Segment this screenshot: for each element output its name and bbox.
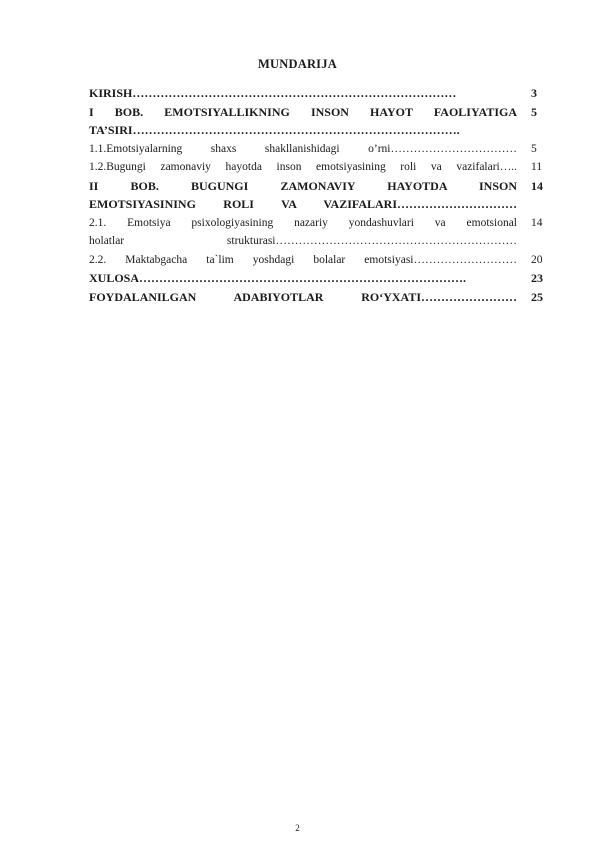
toc-entry-1-1 [89, 140, 547, 159]
table-of-contents [89, 84, 547, 306]
toc-page-number: 3 [531, 86, 537, 100]
toc-page-number: 20 [531, 253, 543, 266]
toc-entry-text: XULOSA………………………………………………………………………. [89, 271, 467, 285]
toc-page-number: 11 [531, 161, 543, 173]
toc-page-number: 5 [531, 104, 537, 119]
toc-page-number: 5 [531, 142, 537, 155]
toc-entry-text: TA’SIRI………………………………………………………………………. [89, 123, 460, 137]
toc-entry-text: EMOTSIYASINING ROLI VA VAZIFALARI………………………… [89, 197, 517, 211]
toc-entry-1-2 [89, 158, 547, 177]
page-number-footer: 2 [295, 823, 300, 833]
toc-entry-adabiyotlar [89, 288, 547, 307]
toc-entry-2-1 [89, 214, 547, 251]
toc-page-number: 25 [531, 289, 543, 304]
toc-entry-text: holatlar strukturasi……………………………………………………… [89, 235, 517, 247]
toc-entry-text: KIRISH……………………………………………………………………… [89, 86, 457, 100]
page-title: MUNDARIJA [258, 57, 337, 71]
toc-entry-text: FOYDALANILGAN ADABIYOTLAR RO‘YXATI…………………… [89, 289, 517, 304]
toc-entry-text: II BOB. BUGUNGI ZAMONAVIY HAYOTDA INSON [89, 178, 517, 193]
toc-entry-text: 2.1. Emotsiya psixologiyasining nazariy yondashuvlari va emotsional [89, 216, 517, 229]
toc-entry-text: 1.2.Bugungi zamonaviy hayotda inson emotsiyasining roli va vazifalari….. [89, 161, 517, 173]
toc-page-number: 14 [531, 178, 543, 193]
toc-entry-bob-2 [89, 177, 547, 214]
toc-entry-text: 1.1.Emotsiyalarning shaxs shakllanishidagi o’rni…………………………… [89, 142, 517, 155]
toc-entry-xulosa [89, 269, 547, 288]
toc-page-number: 23 [531, 271, 543, 285]
toc-entry-text: I BOB. EMOTSIYALLIKNING INSON HAYOT FAOLIYATIGA [89, 104, 517, 119]
toc-entry-2-2 [89, 251, 547, 270]
toc-entry-kirish [89, 84, 547, 103]
toc-page-number: 14 [531, 216, 543, 229]
toc-entry-bob-1 [89, 103, 547, 140]
toc-entry-text: 2.2. Maktabgacha ta`lim yoshdagi bolalar emotsiyasi……………………… [89, 253, 517, 266]
